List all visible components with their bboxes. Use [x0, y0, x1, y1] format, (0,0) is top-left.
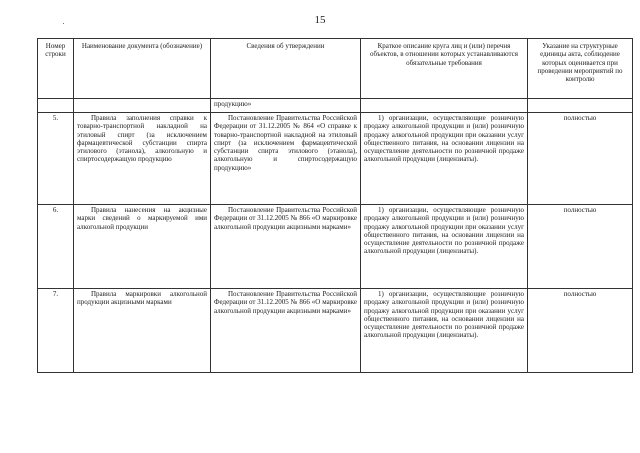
document-name: Правила нанесения на акцизные марки сведений о маркируемой ими алкогольной продукции	[74, 205, 211, 289]
table-header-row	[38, 39, 633, 99]
subjects-description: 1) организации, осуществляющие розничную продажу алкогольной продукции и (или) розничную продажу алкогольной продукции при оказании услуг общественного питания, на основании лицензии на осуществление деятельности по розничной продаже алкогольной продукции (лицензиаты).	[361, 289, 528, 373]
scan-speck	[63, 23, 64, 24]
continuation-approval-tail: продукцию»	[211, 99, 361, 113]
header-num: Номер строки	[38, 39, 74, 99]
continuation-row	[38, 99, 633, 113]
document-name: Правила маркировки алкогольной продукции акцизными марками	[74, 289, 211, 373]
control-scope: полностью	[528, 205, 633, 289]
document-name: Правила заполнения справки к товарно-транспортной накладной на этиловый спирт (за исключением фармацевтической субстанции спирта этилового (этанола), алкогольную и спиртосодержащую продукцию	[74, 113, 211, 205]
header-description: Краткое описание круга лиц и (или) перечня объектов, в отношении которых устанавливаются обязательные требования	[361, 39, 528, 99]
row-number: 7.	[38, 289, 74, 373]
table-row	[38, 113, 633, 205]
row-number: 5.	[38, 113, 74, 205]
row-number: 6.	[38, 205, 74, 289]
subjects-description: 1) организации, осуществляющие розничную продажу алкогольной продукции и (или) розничную продажу алкогольной продукции при оказании услуг общественного питания, на основании лицензии на осуществление деятельности по розничной продаже алкогольной продукции (лицензиаты).	[361, 113, 528, 205]
header-structural-units: Указание на структурные единицы акта, соблюдение которых оценивается при проведении мероприятий по контролю	[528, 39, 633, 99]
header-name: Наименование документа (обозначение)	[74, 39, 211, 99]
control-scope: полностью	[528, 113, 633, 205]
page-number: 15	[314, 14, 326, 26]
table-row	[38, 289, 633, 373]
approval-info: Постановление Правительства Российской Федерации от 31.12.2005 № 864 «О справке к товарно-транспортной накладной на этиловый спирт (за исключением фармацевтической субстанции спирта этилового (этанола), алкогольную и спиртосодержащую продукцию»	[211, 113, 361, 205]
subjects-description: 1) организации, осуществляющие розничную продажу алкогольной продукции и (или) розничную продажу алкогольной продукции при оказании услуг общественного питания, на основании лицензии на осуществление деятельности по розничной продаже алкогольной продукции (лицензиаты).	[361, 205, 528, 289]
header-approval: Сведения об утверждении	[211, 39, 361, 99]
table-row	[38, 205, 633, 289]
requirements-table	[37, 38, 633, 373]
approval-info: Постановление Правительства Российской Федерации от 31.12.2005 № 866 «О маркировке алкогольной продукции акцизными марками»	[211, 205, 361, 289]
approval-info: Постановление Правительства Российской Федерации от 31.12.2005 № 866 «О маркировке алкогольной продукции акцизными марками»	[211, 289, 361, 373]
control-scope: полностью	[528, 289, 633, 373]
